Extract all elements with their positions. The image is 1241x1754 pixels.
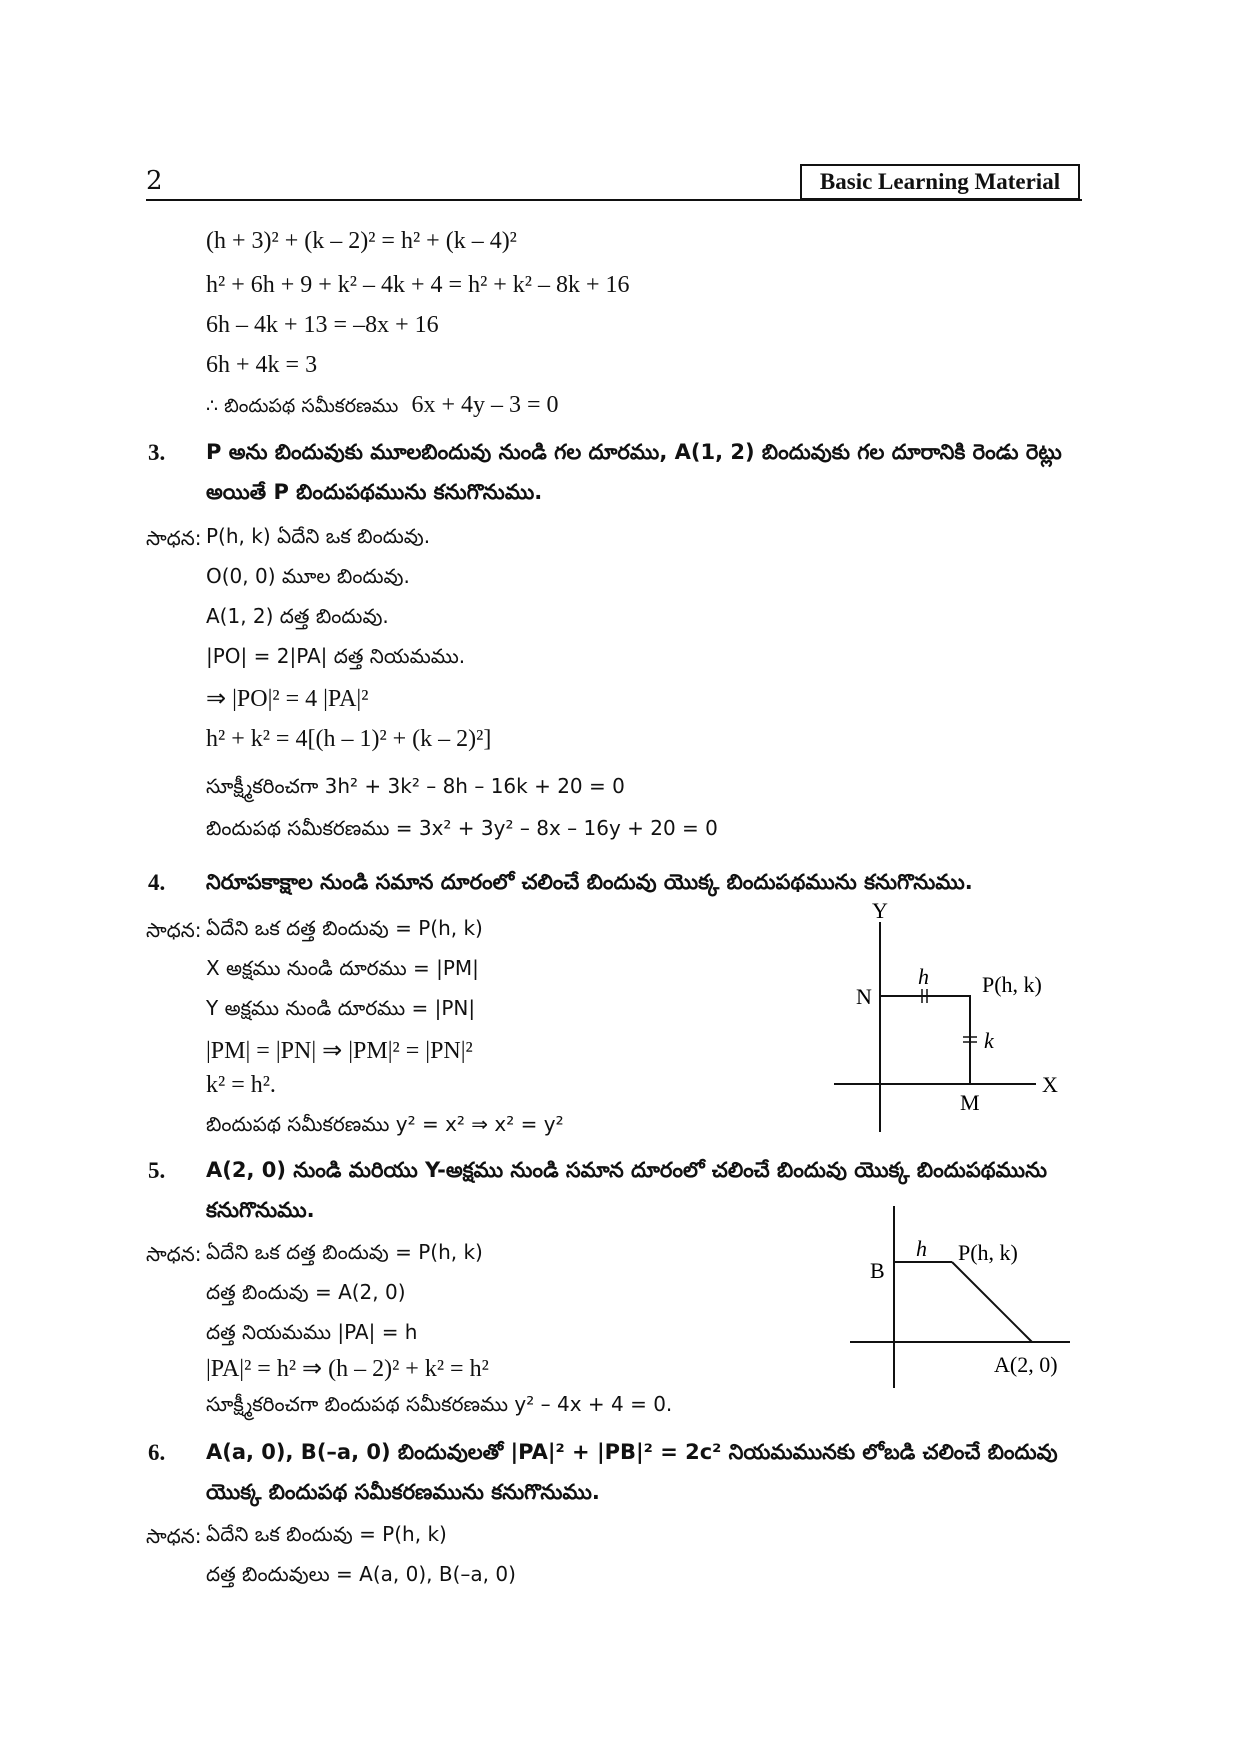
equation-line-1: (h + 3)² + (k – 2)² = h² + (k – 4)² [206,228,517,254]
question-3-number: 3. [148,440,166,465]
solution-4-line-5: k² = h². [206,1072,276,1098]
equation-line-4: 6h + 4k = 3 [206,352,318,378]
question-6-number: 6. [148,1440,166,1465]
solution-5-line-4: |PA|² = h² ⇒ (h – 2)² + k² = h² [206,1356,489,1382]
q5-label-p: P(h, k) [958,1240,1018,1265]
q4-diagram [820,900,1080,1140]
solution-6-line-1: ఏదేని ఒక బిందువు = P(h, k) [206,1522,447,1546]
q4-label-p: P(h, k) [982,972,1042,997]
q5-label-b: B [870,1258,885,1283]
solution-3-line-8: బిందుపథ సమీకరణము = 3x² + 3y² – 8x – 16y + 20 = 0 [206,816,718,840]
solution-3-label: సాధన: [146,526,202,550]
q4-label-k: k [984,1028,994,1053]
solution-3-line-6: h² + k² = 4[(h – 1)² + (k – 2)²] [206,726,492,752]
solution-6-label: సాధన: [146,1524,202,1548]
locus-equation: 6x + 4y – 3 = 0 [411,392,559,418]
locus-prefix: ∴ బిందుపథ సమీకరణము [206,395,399,417]
solution-3-line-5: ⇒ |PO|² = 4 |PA|² [206,686,369,712]
solution-4-label: సాధన: [146,918,202,942]
q4-label-y: Y [872,900,888,923]
solution-4-line-4: |PM| = |PN| ⇒ |PM|² = |PN|² [206,1038,473,1064]
header-rule [146,199,1082,201]
q4-label-n: N [856,984,872,1009]
q4-label-x: X [1042,1072,1058,1097]
q5-diagram [840,1202,1080,1392]
question-6-text: A(a, 0), B(–a, 0) బిందువులతో |PA|² + |PB|² = 2c² నియమమునకు లోబడి చలించే బిందువు యొక్క బిందుపథ సమీకరణమును కనుగొనుము. [206,1440,1058,1504]
q5-segment-pa [952,1262,1032,1342]
solution-4-line-1: ఏదేని ఒక దత్త బిందువు = P(h, k) [206,916,483,940]
solution-3-line-4: |PO| = 2|PA| దత్త నియమము. [206,644,466,668]
q4-label-m: M [960,1090,980,1115]
solution-5-line-2: దత్త బిందువు = A(2, 0) [206,1280,406,1304]
locus-line [206,392,559,422]
equation-line-3: 6h – 4k + 13 = –8x + 16 [206,312,439,338]
header-title: Basic Learning Material [800,164,1080,200]
q4-rectangle [880,996,970,1084]
solution-4-line-6: బిందుపథ సమీకరణము y² = x² ⇒ x² = y² [206,1112,564,1136]
question-4-text: నిరూపకాక్షాల నుండి సమాన దూరంలో చలించే బిందువు యొక్క బిందుపథమును కనుగొనుము. [206,870,973,894]
solution-4-line-2: X అక్షము నుండి దూరము = |PM| [206,956,479,980]
solution-3-line-3: A(1, 2) దత్త బిందువు. [206,604,389,628]
solution-5-line-5: సూక్ష్మీకరించగా బిందుపథ సమీకరణము y² – 4x + 4 = 0. [206,1392,673,1416]
question-3-text: P అను బిందువుకు మూలబిందువు నుండి గల దూరము, A(1, 2) బిందువుకు గల దూరానికి రెండు రెట్లు అయితే P బిందుపథమును కనుగొనుము. [206,440,1062,504]
question-5-number: 5. [148,1158,166,1183]
solution-6-line-2: దత్త బిందువులు = A(a, 0), B(–a, 0) [206,1562,516,1586]
solution-3-line-2: O(0, 0) మూల బిందువు. [206,564,410,588]
solution-5-line-1: ఏదేని ఒక దత్త బిందువు = P(h, k) [206,1240,483,1264]
solution-5-label: సాధన: [146,1242,202,1266]
solution-3-line-1: P(h, k) ఏదేని ఒక బిందువు. [206,524,431,548]
solution-4-line-3: Y అక్షము నుండి దూరము = |PN| [206,996,476,1020]
solution-3-line-7: సూక్ష్మీకరించగా 3h² + 3k² – 8h – 16k + 20 = 0 [206,774,625,798]
solution-5-line-3: దత్త నియమము |PA| = h [206,1320,418,1344]
page-number: 2 [146,166,163,196]
q5-label-h: h [916,1236,927,1261]
q5-label-a: A(2, 0) [994,1352,1058,1377]
question-5-text: A(2, 0) నుండి మరియు Y-అక్షము నుండి సమాన దూరంలో చలించే బిందువు యొక్క బిందుపథమును కనుగొనుము. [206,1158,1048,1222]
question-4-number: 4. [148,870,166,895]
q4-label-h: h [918,964,929,989]
equation-line-2: h² + 6h + 9 + k² – 4k + 4 = h² + k² – 8k + 16 [206,272,630,298]
